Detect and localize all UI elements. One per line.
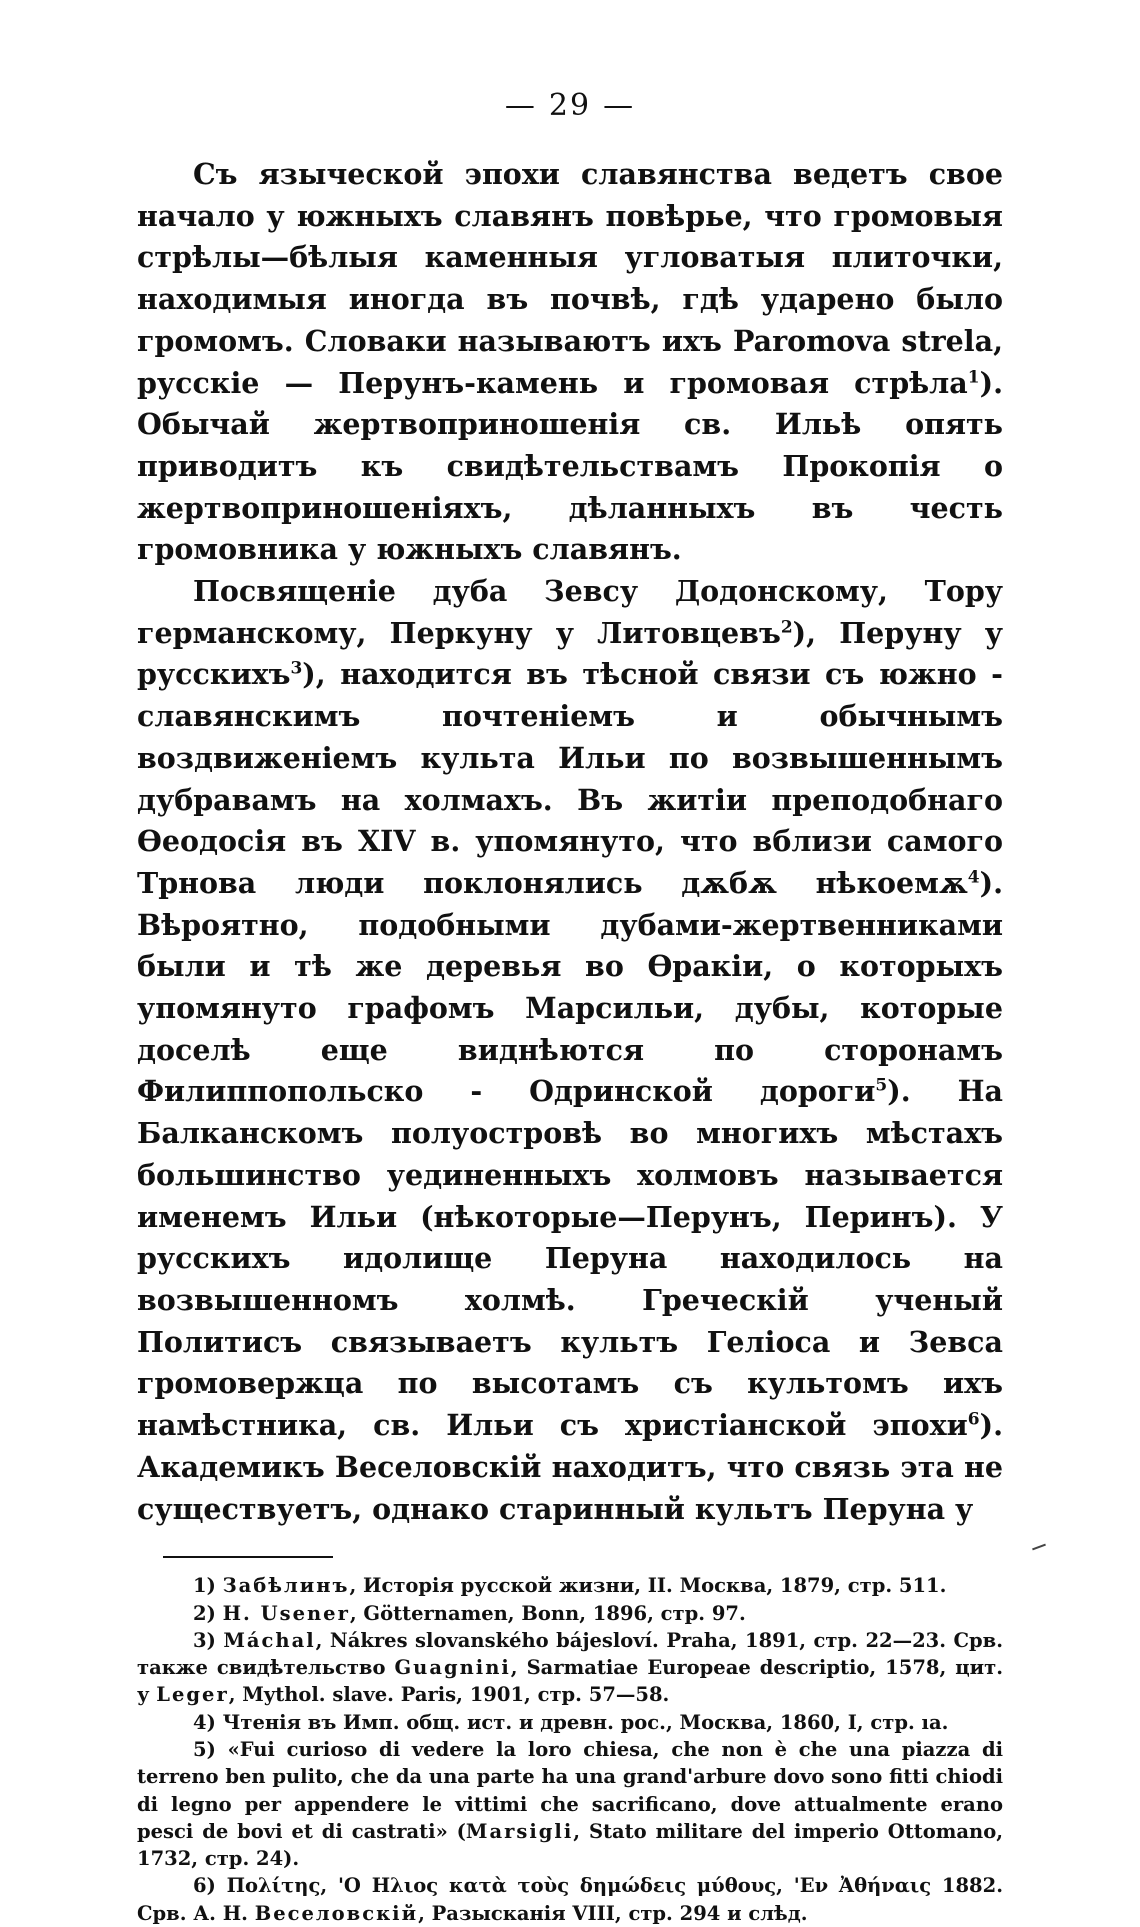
footnote-ref-3: 3 [290,658,303,679]
page-number: 29 [548,88,592,123]
footnote-text: , Mythol. slave. Paris, 1901, стр. 57—58. [228,1683,670,1707]
footnote-number: 5) [193,1737,216,1761]
footnote-author: Веселовскій [254,1901,419,1925]
footnote-text: , Stato militare del imperio Ottomano, 1732, стр. 24). [137,1819,1003,1871]
footnote-ref-5: 5 [875,1075,888,1096]
scan-mark [1032,1544,1046,1551]
footnote-text: , Nákres slovanského bájesloví. Praha, 1891, стр. 22—23. Срв. также свидѣтельство [137,1628,1003,1680]
footnote-author: H. Usener [222,1601,350,1625]
footnote-6 [137,1872,1003,1927]
header-dash-right: — [603,88,636,123]
footnote-number: 4) [193,1710,216,1734]
footnote-ref-2: 2 [780,617,793,638]
footnote-3 [137,1627,1003,1709]
footnote-author: Marsigli [465,1819,574,1843]
header-dash-left: — [504,88,537,123]
paragraph-2-text-5: ). На Балканскомъ полуостровѣ во многихъ мѣстахъ большинство уединенныхъ холмовъ называется именемъ Ильи (нѣкоторые—Перунъ, Перинъ). У русскихъ идолище Перуна находилось на возвышенномъ холмѣ. Греческій ученый Политисъ связываетъ культъ Геліоса и Зевса громовержца по высотамъ съ культомъ ихъ намѣстника, св. Ильи съ христіанской эпохи [137,1074,1003,1443]
footnote-author: Забѣлинъ [222,1574,350,1598]
footnote-text: , Разысканія VIII, стр. 294 и слѣд. [418,1901,808,1925]
footnote-author: Guagnini [394,1656,511,1680]
footnote-ref-4: 4 [967,867,980,888]
footnote-number: 3) [193,1628,216,1652]
paragraph-2-text-4: ). Вѣроятно, подобными дубами-жертвенниками были и тѣ же деревья во Ѳракіи, о которыхъ упомянуто графомъ Марсильи, дубы, которые доселѣ еще виднѣются по сторонамъ Филиппопольско - Одринской дороги [137,865,1003,1109]
paragraph-2-text-6: ). Академикъ Веселовскій находитъ, что связь эта не существуетъ, однако старинный культъ Перуна у [137,1408,1003,1526]
footnote-1 [137,1572,1003,1599]
footnote-2 [137,1600,1003,1627]
footnote-author: Leger [156,1683,229,1707]
paragraph-2-text-3: ), находится въ тѣсной связи съ южно - славянскимъ почтеніемъ и обычнымъ воздвиженіемъ культа Ильи по возвышеннымъ дубравамъ на холмахъ. Въ житіи преподобнаго Ѳеодосія въ XIV в. упомянуто, что вблизи самого Трнова люди поклонялись дѫбѫ нѣкоемѫ [137,657,1003,900]
footnote-number: 6) [193,1874,216,1898]
page-number-header [137,86,1003,126]
paragraph-2-text-1: Посвященіе дуба Зевсу Додонскому, Тору германскому, Перкуну у Литовцевъ [137,574,1003,650]
footnote-text: Чтенія въ Имп. общ. ист. и древн. рос., Москва, 1860, I, стр. ıа. [222,1710,949,1734]
footnote-ref-1: 1 [967,367,980,388]
footnote-ref-6: 6 [967,1409,980,1430]
paragraph-1 [137,154,1003,571]
paragraph-1-text-2: ). Обычай жертвоприношенія св. Ильѣ опять приводитъ къ свидѣтельствамъ Прокопія о жертвоприношеніяхъ, дѣланныхъ въ честь громовника у южныхъ славянъ. [137,365,1003,567]
paragraph-1-text-1: Съ языческой эпохи славянства ведетъ свое начало у южныхъ славянъ повѣрье, что громовыя стрѣлы—бѣлыя каменныя угловатыя плиточки, находимыя иногда въ почвѣ, гдѣ ударено было громомъ. Словаки называютъ ихъ Paromova strela, русскіе — Перунъ-камень и громовая стрѣла [137,157,1003,400]
footnote-number: 2) [193,1601,216,1625]
footnote-number: 1) [193,1574,216,1598]
footnote-text: , Götternamen, Bonn, 1896, стр. 97. [349,1601,746,1625]
body-text [137,154,1003,1530]
footnote-text: , Исторія русской жизни, II. Москва, 1879, стр. 511. [349,1574,947,1598]
footnote-divider [163,1556,333,1558]
book-page [137,86,1003,1927]
footnote-5 [137,1736,1003,1872]
footnote-text: «Fui curioso di vedere la loro chiesa, che non è che una piazza di terreno ben pulito, che da una parte ha una grand'arbure dovo sono fitti chiodi di legno per appendere le vittimi che sacrificano, dove attualmente erano pesci de bovi et di castrati» ( [137,1737,1004,1843]
footnote-4 [137,1709,1003,1736]
paragraph-2-text-2: ), Перуну у русскихъ [137,615,1003,692]
footnote-author: Máchal [223,1628,316,1652]
footnote-text: Πολίτης, 'Ο Ηλιος κατὰ τοὺς δημώδεις μύθους, 'Εν Ἀθήναις 1882. Срв. А. Н. [137,1874,1003,1925]
footnote-text: , Sarmatiae Europeae descriptio, 1578, цит. у [137,1656,1003,1707]
paragraph-2 [137,571,1003,1530]
